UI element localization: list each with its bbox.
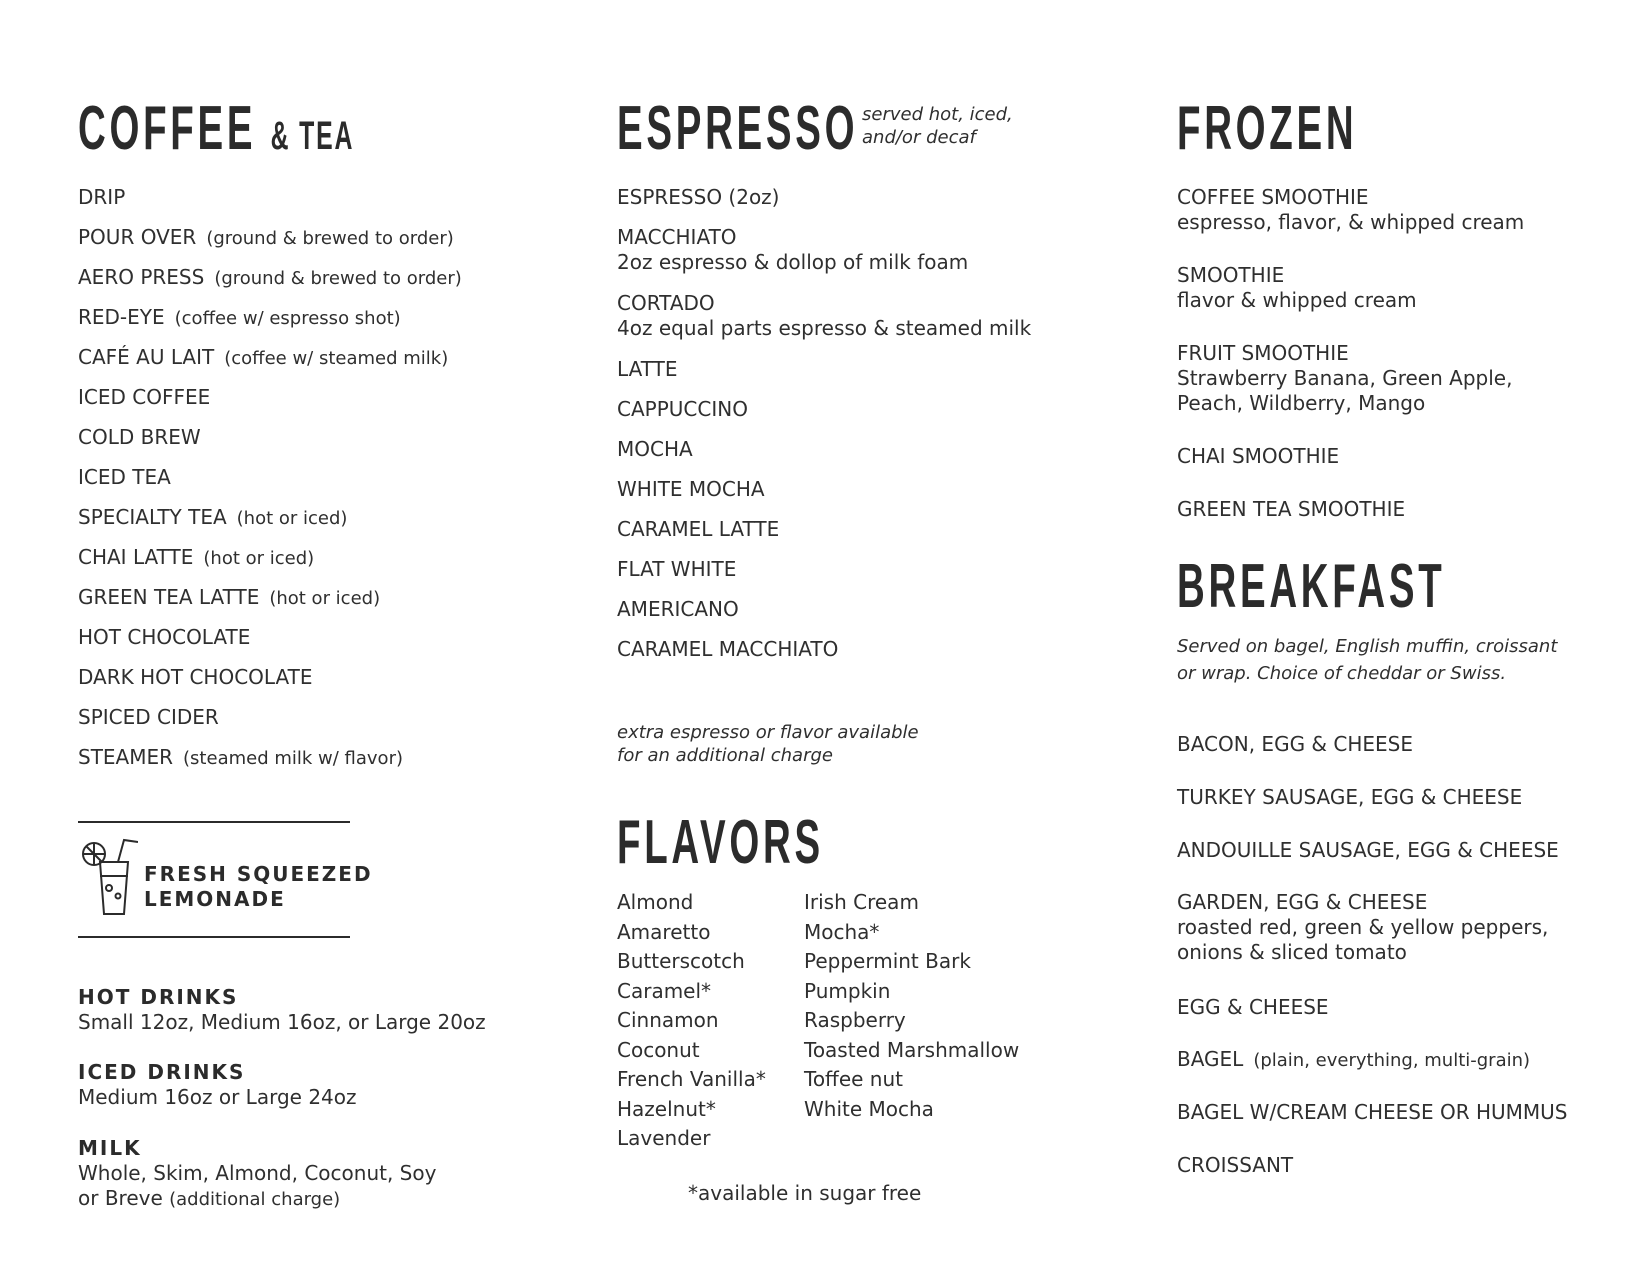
menu-item xyxy=(1177,784,1522,810)
menu-item-name: CROISSANT xyxy=(1177,1153,1294,1177)
breakfast-intro-line1: Served on bagel, English muffin, croissant xyxy=(1177,636,1558,657)
menu-item xyxy=(1177,837,1559,863)
menu-item xyxy=(78,424,201,450)
menu-item xyxy=(1177,1099,1567,1125)
menu-item-name: MOCHA xyxy=(617,437,693,461)
flavor-item: Lavender xyxy=(617,1126,711,1150)
espresso-heading: ESPRESSO xyxy=(617,94,859,163)
extra-charge-line1: extra espresso or flavor available xyxy=(617,722,919,743)
lemonade-line1: FRESH SQUEEZED xyxy=(144,862,373,886)
menu-item-name: BACON, EGG & CHEESE xyxy=(1177,732,1413,756)
milk-line2-note: (additional charge) xyxy=(169,1189,341,1210)
menu-item-note: (coffee w/ steamed milk) xyxy=(224,348,449,369)
coffee-tea-heading xyxy=(78,94,355,163)
flavor-item: Raspberry xyxy=(804,1008,906,1032)
espresso-subtitle-line2: and/or decaf xyxy=(862,127,976,148)
iced-drinks-sizes: Medium 16oz or Large 24oz xyxy=(78,1085,357,1109)
flavor-item: Mocha* xyxy=(804,919,880,944)
menu-item-name: FRUIT SMOOTHIE xyxy=(1177,341,1349,365)
lemonade-glass-icon xyxy=(80,838,138,922)
milk-line2 xyxy=(78,1186,340,1210)
menu-item-name: ESPRESSO (2oz) xyxy=(617,185,780,209)
menu-item-name: WHITE MOCHA xyxy=(617,477,765,501)
menu-item-name: SMOOTHIE xyxy=(1177,263,1285,287)
menu-item-name: DRIP xyxy=(78,185,126,209)
flavor-item: Hazelnut* xyxy=(617,1096,716,1121)
menu-item-note: (ground & brewed to order) xyxy=(214,268,462,289)
menu-item-name: RED-EYE xyxy=(78,305,165,329)
menu-item-name: CORTADO xyxy=(617,291,715,315)
menu-item-name: SPECIALTY TEA xyxy=(78,505,227,529)
flavor-item: Toasted Marshmallow xyxy=(804,1037,1020,1062)
flavor-item: Peppermint Bark xyxy=(804,949,971,973)
coffee-title: COFFEE xyxy=(78,94,257,163)
flavor-item: Coconut xyxy=(617,1037,700,1062)
menu-item xyxy=(78,584,380,612)
menu-item xyxy=(78,664,313,690)
sugar-free-footnote: *available in sugar free xyxy=(688,1181,922,1205)
menu-item-note: (ground & brewed to order) xyxy=(206,228,454,249)
menu-item-note: (steamed milk w/ flavor) xyxy=(183,748,403,769)
menu-item-name: BAGEL xyxy=(1177,1047,1244,1071)
menu-item-name: AMERICANO xyxy=(617,597,739,621)
menu-item-name: GREEN TEA LATTE xyxy=(78,585,260,609)
flavor-item: French Vanilla* xyxy=(617,1067,766,1091)
menu-item-name: MACCHIATO xyxy=(617,225,737,249)
menu-item xyxy=(78,624,250,650)
menu-item-name: CHAI SMOOTHIE xyxy=(1177,444,1340,468)
menu-item xyxy=(1177,994,1329,1020)
menu-item xyxy=(78,184,125,210)
espresso-subtitle-line1: served hot, iced, xyxy=(862,104,1013,125)
menu-item-name: LATTE xyxy=(617,357,678,381)
menu-item-name: ICED COFFEE xyxy=(78,385,211,409)
tea-title: & TEA xyxy=(270,114,355,158)
menu-item-name: FLAT WHITE xyxy=(617,557,737,581)
menu-item-desc: 2oz espresso & dollop of milk foam xyxy=(617,250,969,274)
menu-item-name: TURKEY SAUSAGE, EGG & CHEESE xyxy=(1177,785,1523,809)
menu-item xyxy=(78,304,401,332)
menu-item-note: (hot or iced) xyxy=(269,588,381,609)
milk-line2-text: or Breve xyxy=(78,1186,163,1210)
menu-item xyxy=(78,264,462,292)
frozen-heading: FROZEN xyxy=(1177,94,1358,163)
hot-drinks-sizes: Small 12oz, Medium 16oz, or Large 20oz xyxy=(78,1010,486,1034)
menu-item-desc: espresso, flavor, & whipped cream xyxy=(1177,210,1525,234)
menu-item-name: HOT CHOCOLATE xyxy=(78,625,251,649)
flavor-item: Cinnamon xyxy=(617,1008,719,1032)
iced-drinks-label: ICED DRINKS xyxy=(78,1060,246,1084)
menu-item xyxy=(78,344,448,372)
flavor-item: Pumpkin xyxy=(804,978,891,1003)
menu-item-desc: onions & sliced tomato xyxy=(1177,940,1407,964)
flavor-item: Almond xyxy=(617,890,694,914)
menu-item-name: CHAI LATTE xyxy=(78,545,194,569)
menu-item-note: (hot or iced) xyxy=(236,508,348,529)
flavor-item: Amaretto xyxy=(617,919,711,944)
hot-drinks-label: HOT DRINKS xyxy=(78,985,239,1009)
menu-item-name: CARAMEL MACCHIATO xyxy=(617,637,839,661)
menu-item xyxy=(78,544,314,572)
breakfast-intro-line2: or wrap. Choice of cheddar or Swiss. xyxy=(1177,663,1507,684)
flavor-item: Butterscotch xyxy=(617,949,745,973)
menu-item-name: GARDEN, EGG & CHEESE xyxy=(1177,890,1428,914)
extra-charge-line2: for an additional charge xyxy=(617,745,833,766)
menu-item-name: CARAMEL LATTE xyxy=(617,517,780,541)
menu-item-name: COLD BREW xyxy=(78,425,201,449)
menu-item-name: DARK HOT CHOCOLATE xyxy=(78,665,313,689)
menu-item xyxy=(78,224,454,252)
flavor-item: Toffee nut xyxy=(804,1067,903,1091)
menu-item-name: BAGEL W/CREAM CHEESE OR HUMMUS xyxy=(1177,1100,1568,1124)
menu-item-name: ICED TEA xyxy=(78,465,171,489)
menu-item-name: CAPPUCCINO xyxy=(617,397,748,421)
menu-item-note: (plain, everything, multi-grain) xyxy=(1253,1050,1531,1071)
milk-label: MILK xyxy=(78,1136,142,1160)
menu-item xyxy=(78,704,219,730)
menu-item-desc: flavor & whipped cream xyxy=(1177,288,1417,312)
flavor-item: Caramel* xyxy=(617,978,712,1003)
menu-item-note: (coffee w/ espresso shot) xyxy=(174,308,401,329)
menu-item-desc: 4oz equal parts espresso & steamed milk xyxy=(617,316,1032,340)
menu-item-name: STEAMER xyxy=(78,745,174,769)
breakfast-heading: BREAKFAST xyxy=(1177,552,1446,621)
menu-item-desc: Strawberry Banana, Green Apple, xyxy=(1177,366,1513,390)
menu-item-name: GREEN TEA SMOOTHIE xyxy=(1177,497,1406,521)
menu-item xyxy=(78,504,347,532)
milk-line1: Whole, Skim, Almond, Coconut, Soy xyxy=(78,1161,437,1185)
menu-item-note: (hot or iced) xyxy=(203,548,315,569)
menu-item xyxy=(78,744,403,772)
menu-item-name: CAFÉ AU LAIT xyxy=(78,345,215,369)
flavors-heading: FLAVORS xyxy=(617,808,824,877)
menu-item-desc: Peach, Wildberry, Mango xyxy=(1177,391,1426,415)
menu-item-name: ANDOUILLE SAUSAGE, EGG & CHEESE xyxy=(1177,838,1559,862)
menu-item-name: POUR OVER xyxy=(78,225,197,249)
menu-item xyxy=(78,384,210,410)
flavor-item: White Mocha xyxy=(804,1096,934,1121)
menu-item xyxy=(1177,731,1413,757)
menu-item xyxy=(1177,1046,1530,1074)
menu-item xyxy=(1177,889,1427,915)
menu-item-name: SPICED CIDER xyxy=(78,705,219,729)
menu-item xyxy=(1177,1152,1293,1178)
divider-top xyxy=(78,821,350,823)
divider-bottom xyxy=(78,936,350,938)
flavor-item: Irish Cream xyxy=(804,890,919,914)
lemonade-line2: LEMONADE xyxy=(144,887,286,911)
menu-item-desc: roasted red, green & yellow peppers, xyxy=(1177,915,1549,939)
menu-item-name: COFFEE SMOOTHIE xyxy=(1177,185,1369,209)
menu-item-name: EGG & CHEESE xyxy=(1177,995,1329,1019)
menu-item xyxy=(78,464,171,490)
menu-item-name: AERO PRESS xyxy=(78,265,205,289)
